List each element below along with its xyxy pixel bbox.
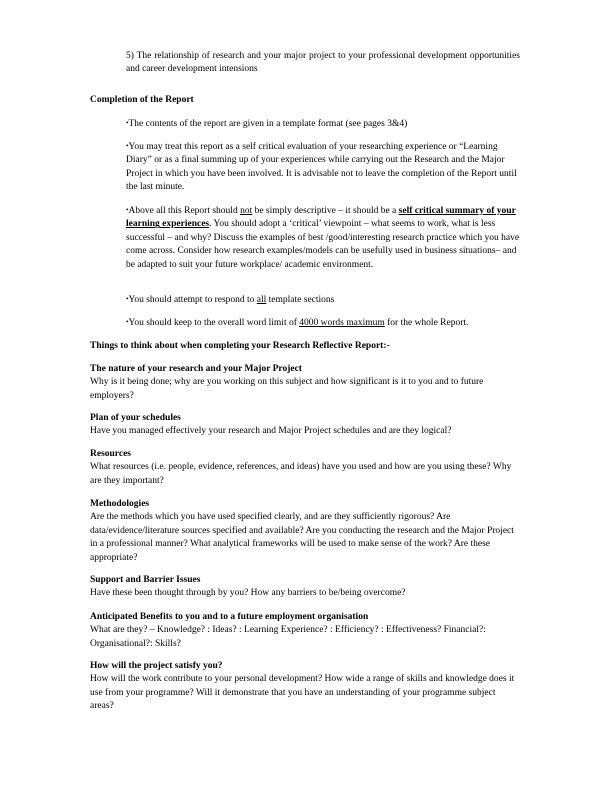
section-title: How will the project satisfy you? bbox=[90, 661, 223, 671]
section-title: Methodologies bbox=[90, 499, 150, 509]
section-plan bbox=[90, 412, 520, 439]
bullet-icon: • bbox=[126, 119, 129, 127]
section-title: Support and Barrier Issues bbox=[90, 575, 201, 585]
bullet-3-text: Above all this Report should bbox=[128, 206, 241, 216]
section-body: Are the methods which you have used specified clearly, and are they sufficiently rigorous? Are data/evidence/literature sources specified and available? Are you conducting the research and the Major Project in a professional manner? What analytical frameworks will be used to make sense of the work? Are these appropriate? bbox=[90, 512, 514, 563]
section-body: What are they? – Knowledge? : Ideas? : Learning Experience? : Efficiency? : Effectiveness? Financial?: Organisational?: Skills? bbox=[90, 625, 486, 649]
section-satisfaction bbox=[90, 660, 520, 714]
completion-bullet-1 bbox=[126, 117, 520, 131]
section-title: Resources bbox=[90, 449, 131, 459]
completion-heading: Completion of the Report bbox=[90, 95, 194, 105]
section-body: How will the work contribute to your personal development? How wide a range of skills and knowledge does it use from your programme? Will it demonstrate that you have an understanding of your programme subject areas? bbox=[90, 674, 515, 712]
bullet-icon: • bbox=[126, 142, 129, 150]
bullet-5-text: for the whole Report. bbox=[384, 318, 469, 328]
emphasis-self-critical-summary: self critical summary of your learning experiences bbox=[126, 206, 516, 230]
section-anticipated-benefits bbox=[90, 611, 520, 651]
section-title: The nature of your research and your Major Project bbox=[90, 364, 302, 374]
emphasis-not: not bbox=[240, 206, 253, 216]
bullet-icon: • bbox=[126, 206, 129, 214]
completion-bullet-5 bbox=[126, 316, 520, 330]
bullet-3-text: be simply descriptive – it should be a bbox=[252, 206, 399, 216]
things-heading: Things to think about when completing your Research Reflective Report:- bbox=[90, 341, 390, 351]
section-resources bbox=[90, 448, 520, 488]
section-support-barriers bbox=[90, 574, 520, 601]
section-body: Have you managed effectively your research and Major Project schedules and are they logical? bbox=[90, 426, 452, 437]
bullet-5-text: You should keep to the overall word limit of bbox=[128, 318, 300, 328]
section-methodologies bbox=[90, 498, 520, 565]
completion-bullet-4 bbox=[126, 293, 520, 307]
section-nature bbox=[90, 363, 520, 403]
bullet-icon: • bbox=[126, 318, 129, 326]
bullet-1-text: The contents of the report are given in a template format (see pages 3&4) bbox=[128, 119, 408, 129]
completion-bullet-2 bbox=[126, 140, 520, 195]
bullet-4-text: You should attempt to respond to bbox=[128, 295, 257, 305]
section-body: Have these been thought through by you? How any barriers to be/being overcome? bbox=[90, 588, 406, 599]
item-5-text: 5) The relationship of research and your major project to your professional development opportunities and career development intensions bbox=[126, 51, 520, 75]
emphasis-word-limit: 4000 words maximum bbox=[299, 318, 385, 328]
section-body: Why is it being done; why are you working on this subject and how significant is it to you and to future employers? bbox=[90, 377, 484, 401]
completion-bullet-3 bbox=[126, 204, 520, 272]
section-title: Anticipated Benefits to you and to a future employment organisation bbox=[90, 612, 369, 622]
bullet-icon: • bbox=[126, 295, 129, 303]
emphasis-all: all bbox=[256, 295, 267, 305]
section-title: Plan of your schedules bbox=[90, 413, 181, 423]
bullet-3-text: . You should adopt a ‘critical’ viewpoint – what seems to work, what is less successful – and why? Discuss the examples of best /good/interesting research practice which you have come across. Consider how research examples/models can be usefully used in business situations– and be adapted to suit your future workplace/ academic environment. bbox=[126, 219, 520, 270]
bullet-4-text: template sections bbox=[266, 295, 335, 305]
section-body: What resources (i.e. people, evidence, references, and ideas) have you used and how are you using these? Why are they important? bbox=[90, 462, 512, 486]
bullet-2-text: You may treat this report as a self critical evaluation of your researching experience or “Learning Diary” or as a final summing up of your experiences while carrying out the Research and the Major Project in which you have been involved. It is advisable not to leave the completion of the Report until the last minute. bbox=[126, 142, 517, 193]
